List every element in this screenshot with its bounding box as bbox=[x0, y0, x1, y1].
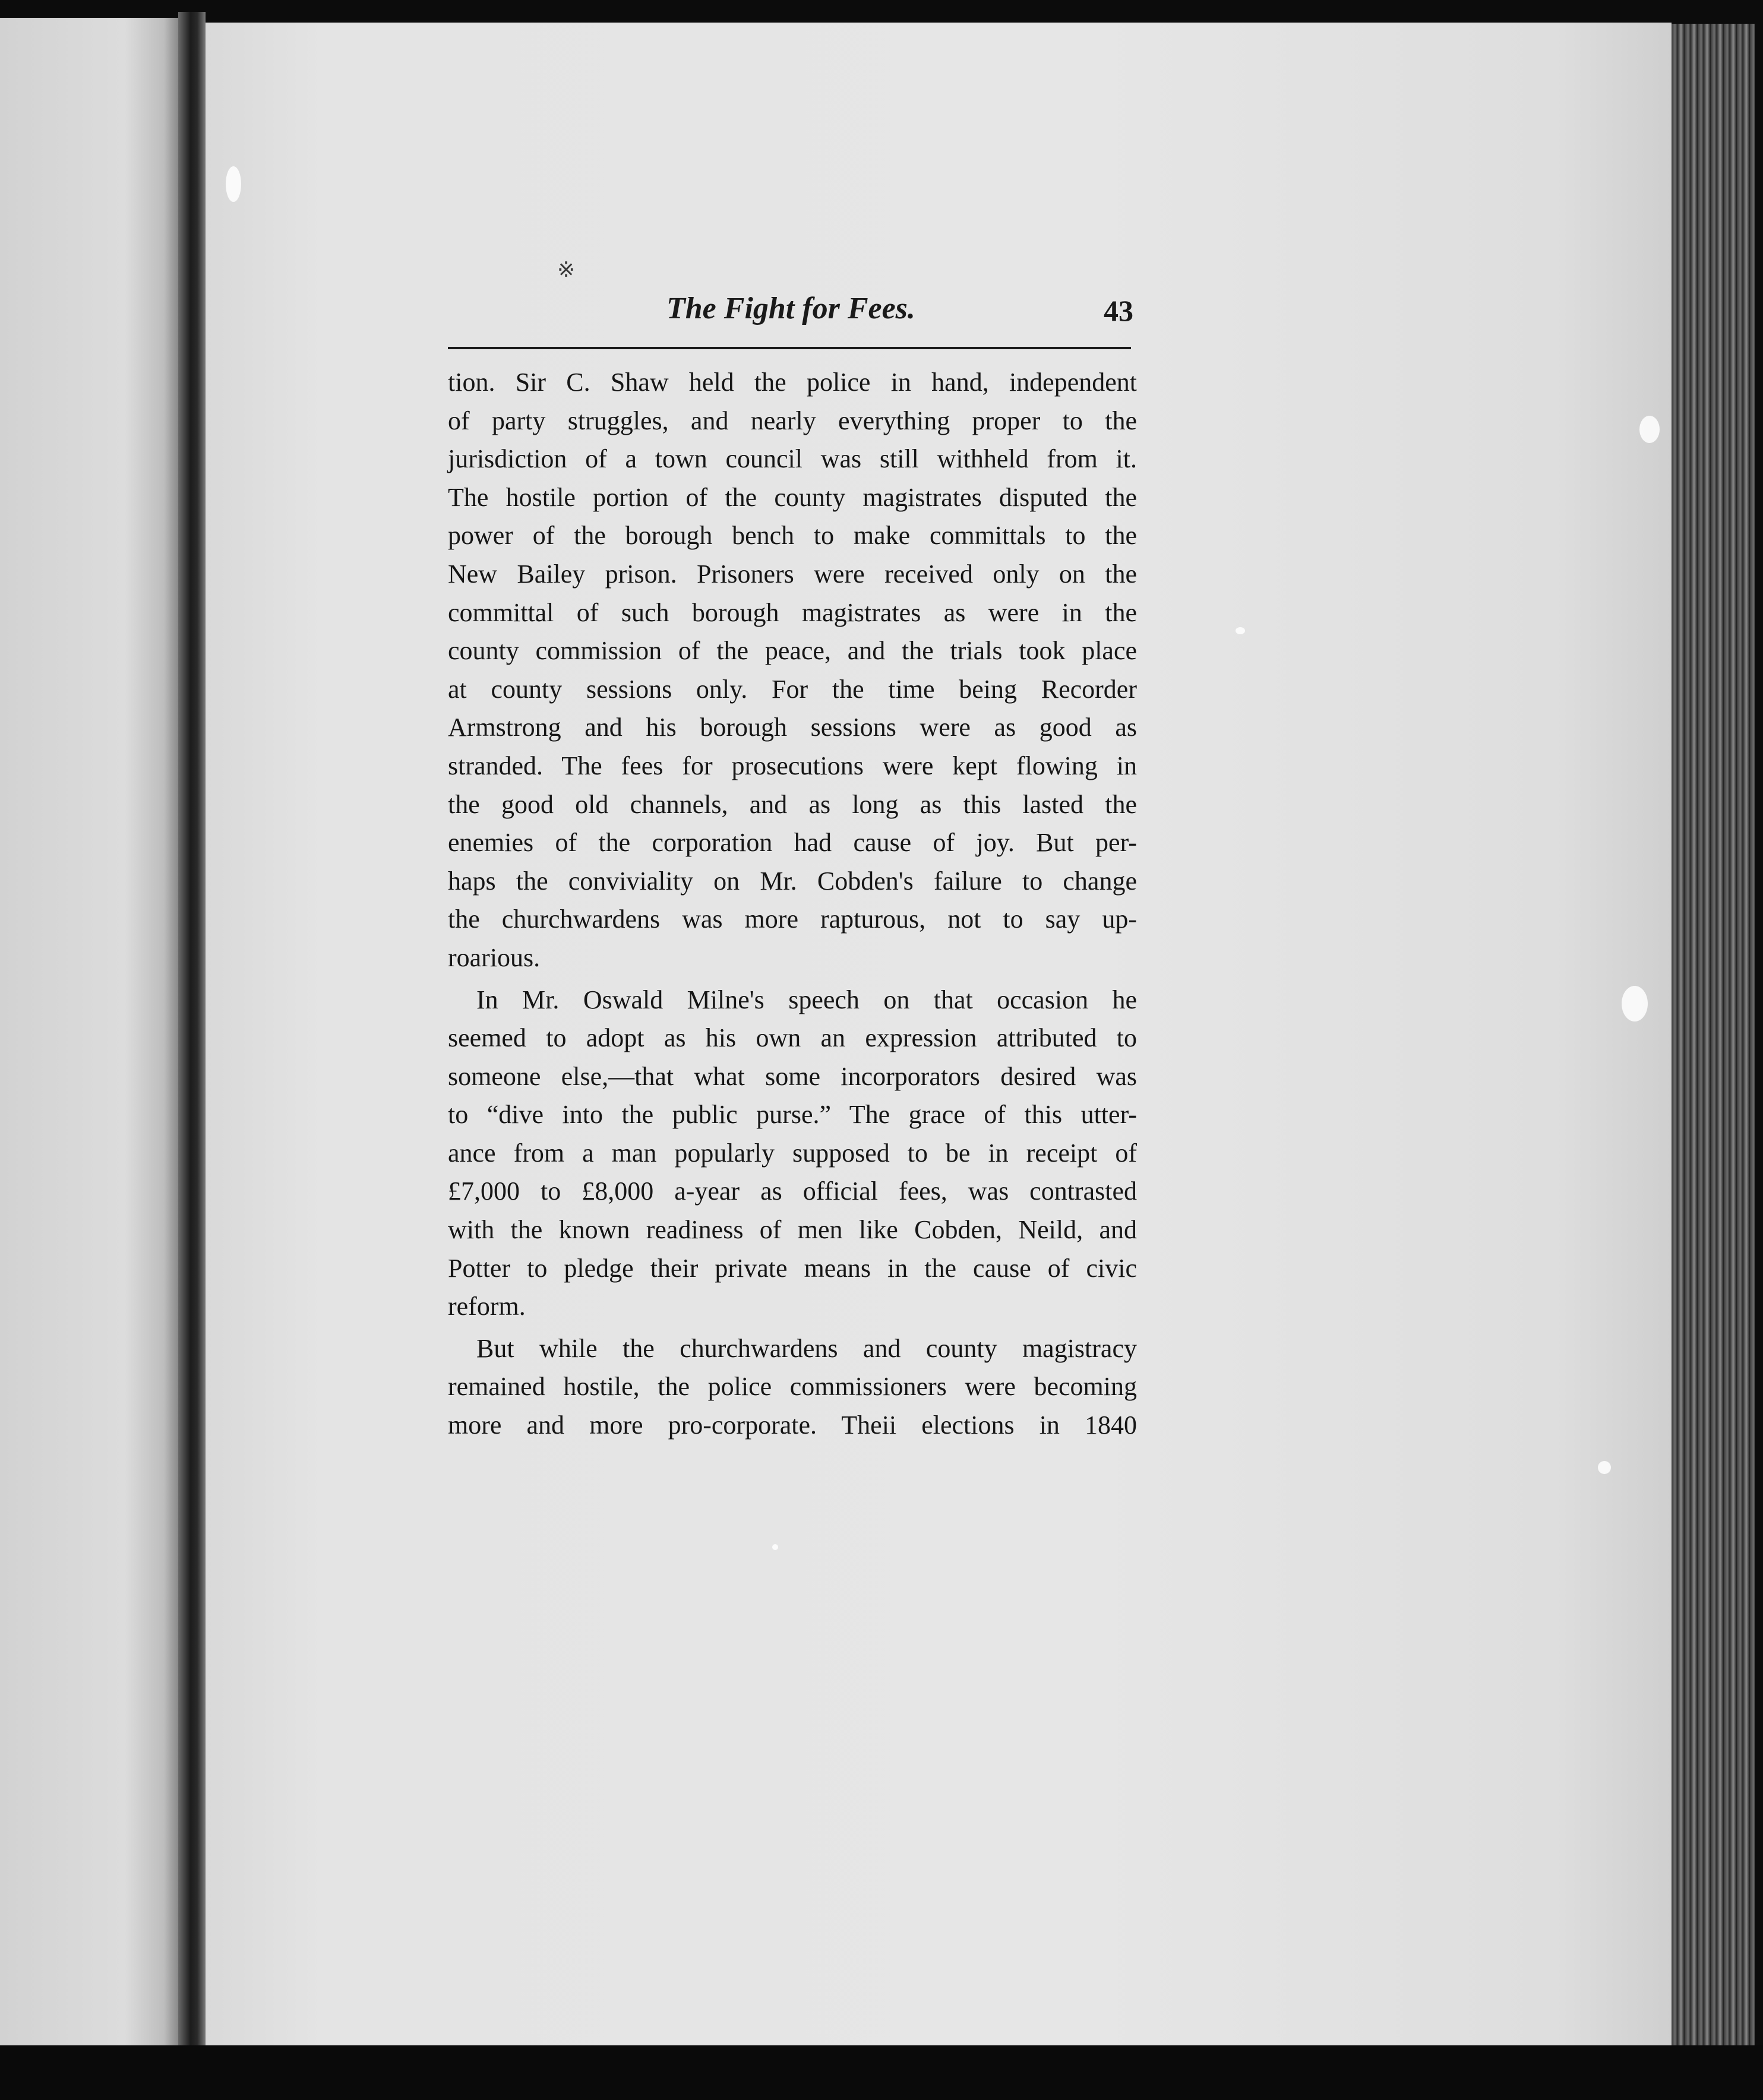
dust-speck bbox=[1236, 627, 1245, 634]
text-line: New Bailey prison. Prisoners were received only on the bbox=[448, 559, 1137, 589]
text-line: power of the borough bench to make committals to the bbox=[448, 521, 1137, 551]
text-line: ance from a man popularly supposed to be in receipt of bbox=[448, 1138, 1137, 1168]
dust-speck bbox=[772, 1544, 778, 1550]
ink-mark: ※ bbox=[557, 258, 576, 282]
text-line: someone else,—that what some incorporators desired was bbox=[448, 1061, 1137, 1091]
text-line: enemies of the corporation had cause of joy. But per- bbox=[448, 828, 1137, 858]
dust-speck bbox=[1598, 1461, 1611, 1474]
text-line: The hostile portion of the county magistrates disputed the bbox=[448, 482, 1137, 512]
text-line: Potter to pledge their private means in the cause of civic bbox=[448, 1253, 1137, 1283]
body-text bbox=[448, 363, 1137, 1445]
text-line: jurisdiction of a town council was still withheld from it. bbox=[448, 444, 1137, 474]
dust-speck bbox=[226, 166, 241, 202]
text-line: tion. Sir C. Shaw held the police in hand, independent bbox=[448, 368, 1137, 397]
page-number: 43 bbox=[1104, 294, 1133, 327]
text-line: haps the conviviality on Mr. Cobden's failure to change bbox=[448, 866, 1137, 896]
text-line: at county sessions only. For the time being Recorder bbox=[448, 674, 1137, 704]
text-line: to “dive into the public purse.” The grace of this utter- bbox=[448, 1100, 1137, 1130]
text-line: county commission of the peace, and the trials took place bbox=[448, 636, 1137, 666]
page-edges bbox=[1672, 24, 1755, 2055]
text-line: the good old channels, and as long as this lasted the bbox=[448, 789, 1137, 819]
text-line: stranded. The fees for prosecutions were kept flowing in bbox=[448, 751, 1137, 780]
text-line: committal of such borough magistrates as were in the bbox=[448, 597, 1137, 627]
paragraph bbox=[448, 1330, 1137, 1445]
text-line: the churchwardens was more rapturous, not to say up- bbox=[448, 904, 1137, 934]
header-rule bbox=[448, 347, 1131, 349]
text-line: seemed to adopt as his own an expression attributed to bbox=[448, 1023, 1137, 1053]
paragraph bbox=[448, 981, 1137, 1326]
dust-speck bbox=[1622, 986, 1648, 1021]
running-head bbox=[450, 291, 1133, 339]
text-line: remained hostile, the police commissioners were becoming bbox=[448, 1372, 1137, 1402]
text-line: roarious. bbox=[448, 943, 541, 972]
dust-speck bbox=[1639, 416, 1660, 443]
running-title: The Fight for Fees. bbox=[666, 292, 915, 325]
text-line: Armstrong and his borough sessions were as good as bbox=[448, 713, 1137, 742]
facing-page-edge bbox=[0, 18, 178, 2049]
book-gutter bbox=[178, 12, 206, 2055]
text-line: reform. bbox=[448, 1292, 526, 1321]
text-line: In Mr. Oswald Milne's speech on that occasion he bbox=[476, 985, 1137, 1014]
text-line: But while the churchwardens and county magistracy bbox=[476, 1333, 1137, 1363]
paragraph bbox=[448, 363, 1137, 978]
scan-border bbox=[0, 2045, 1763, 2100]
text-line: with the known readiness of men like Cobden, Neild, and bbox=[448, 1215, 1137, 1245]
text-line: £7,000 to £8,000 a-year as official fees, was contrasted bbox=[448, 1176, 1137, 1206]
text-line: of party struggles, and nearly everything proper to the bbox=[448, 406, 1137, 435]
text-line: more and more pro-corporate. Theii elections in 1840 bbox=[448, 1410, 1137, 1440]
